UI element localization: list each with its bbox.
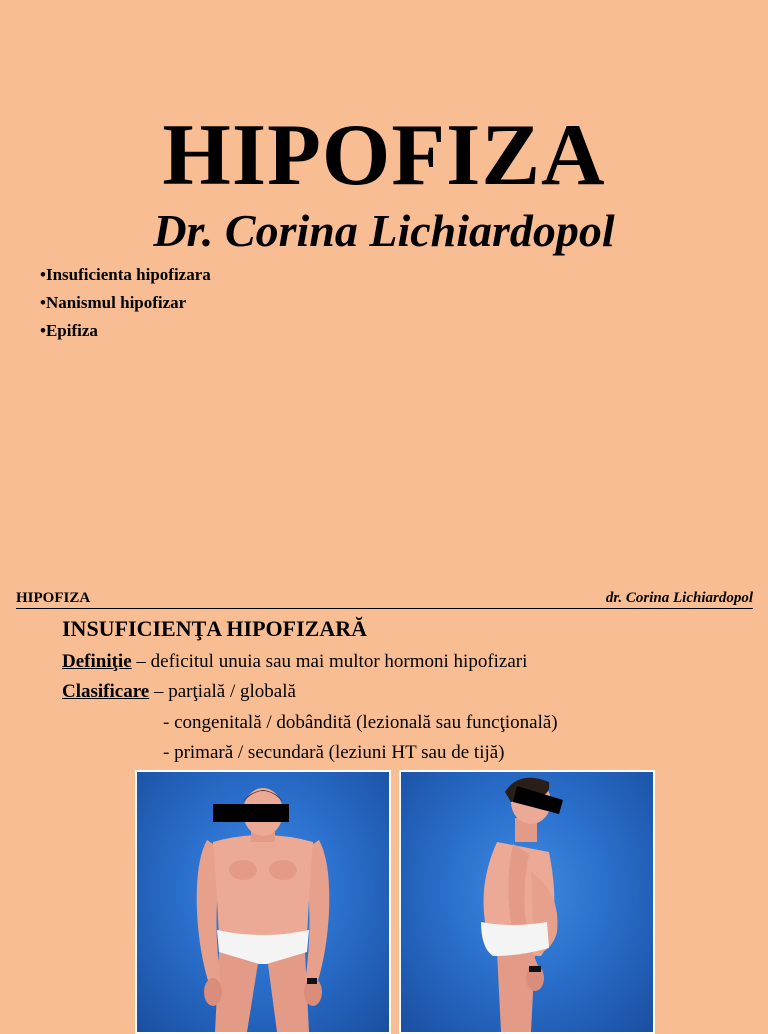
- classification-text: – parţială / globală: [149, 681, 296, 702]
- classification-term: Clasificare: [62, 681, 150, 702]
- classification-subline: - congenitală / dobândită (lezională sau funcţională): [163, 712, 558, 733]
- page-title: HIPOFIZA: [162, 107, 606, 204]
- section-title: INSUFICIENŢA HIPOFIZARĂ: [62, 616, 367, 641]
- definition-term: Definiţie: [62, 651, 132, 672]
- header-title: HIPOFIZA: [16, 590, 91, 606]
- definition-text: – deficitul unuia sau mai multor hormoni hipofizari: [131, 651, 528, 672]
- list-item: •Insuficienta hipofizara: [40, 265, 211, 284]
- list-item: •Epifiza: [40, 321, 98, 340]
- header-author: dr. Corina Lichiardopol: [605, 590, 753, 606]
- content-slide: [0, 576, 768, 1024]
- patient-side-figure: [401, 772, 653, 1032]
- patient-front-figure: [137, 772, 389, 1032]
- patient-side-photo: [399, 770, 655, 1034]
- definition-line: [62, 651, 527, 674]
- list-item: •Nanismul hipofizar: [40, 293, 187, 312]
- patient-front-photo: [135, 770, 391, 1034]
- classification-line: [62, 681, 296, 704]
- slide-header: [16, 590, 753, 609]
- classification-subline: - primară / secundară (leziuni HT sau de tijă): [163, 742, 505, 763]
- topics-list: [40, 264, 211, 348]
- author-name: Dr. Corina Lichiardopol: [153, 205, 615, 256]
